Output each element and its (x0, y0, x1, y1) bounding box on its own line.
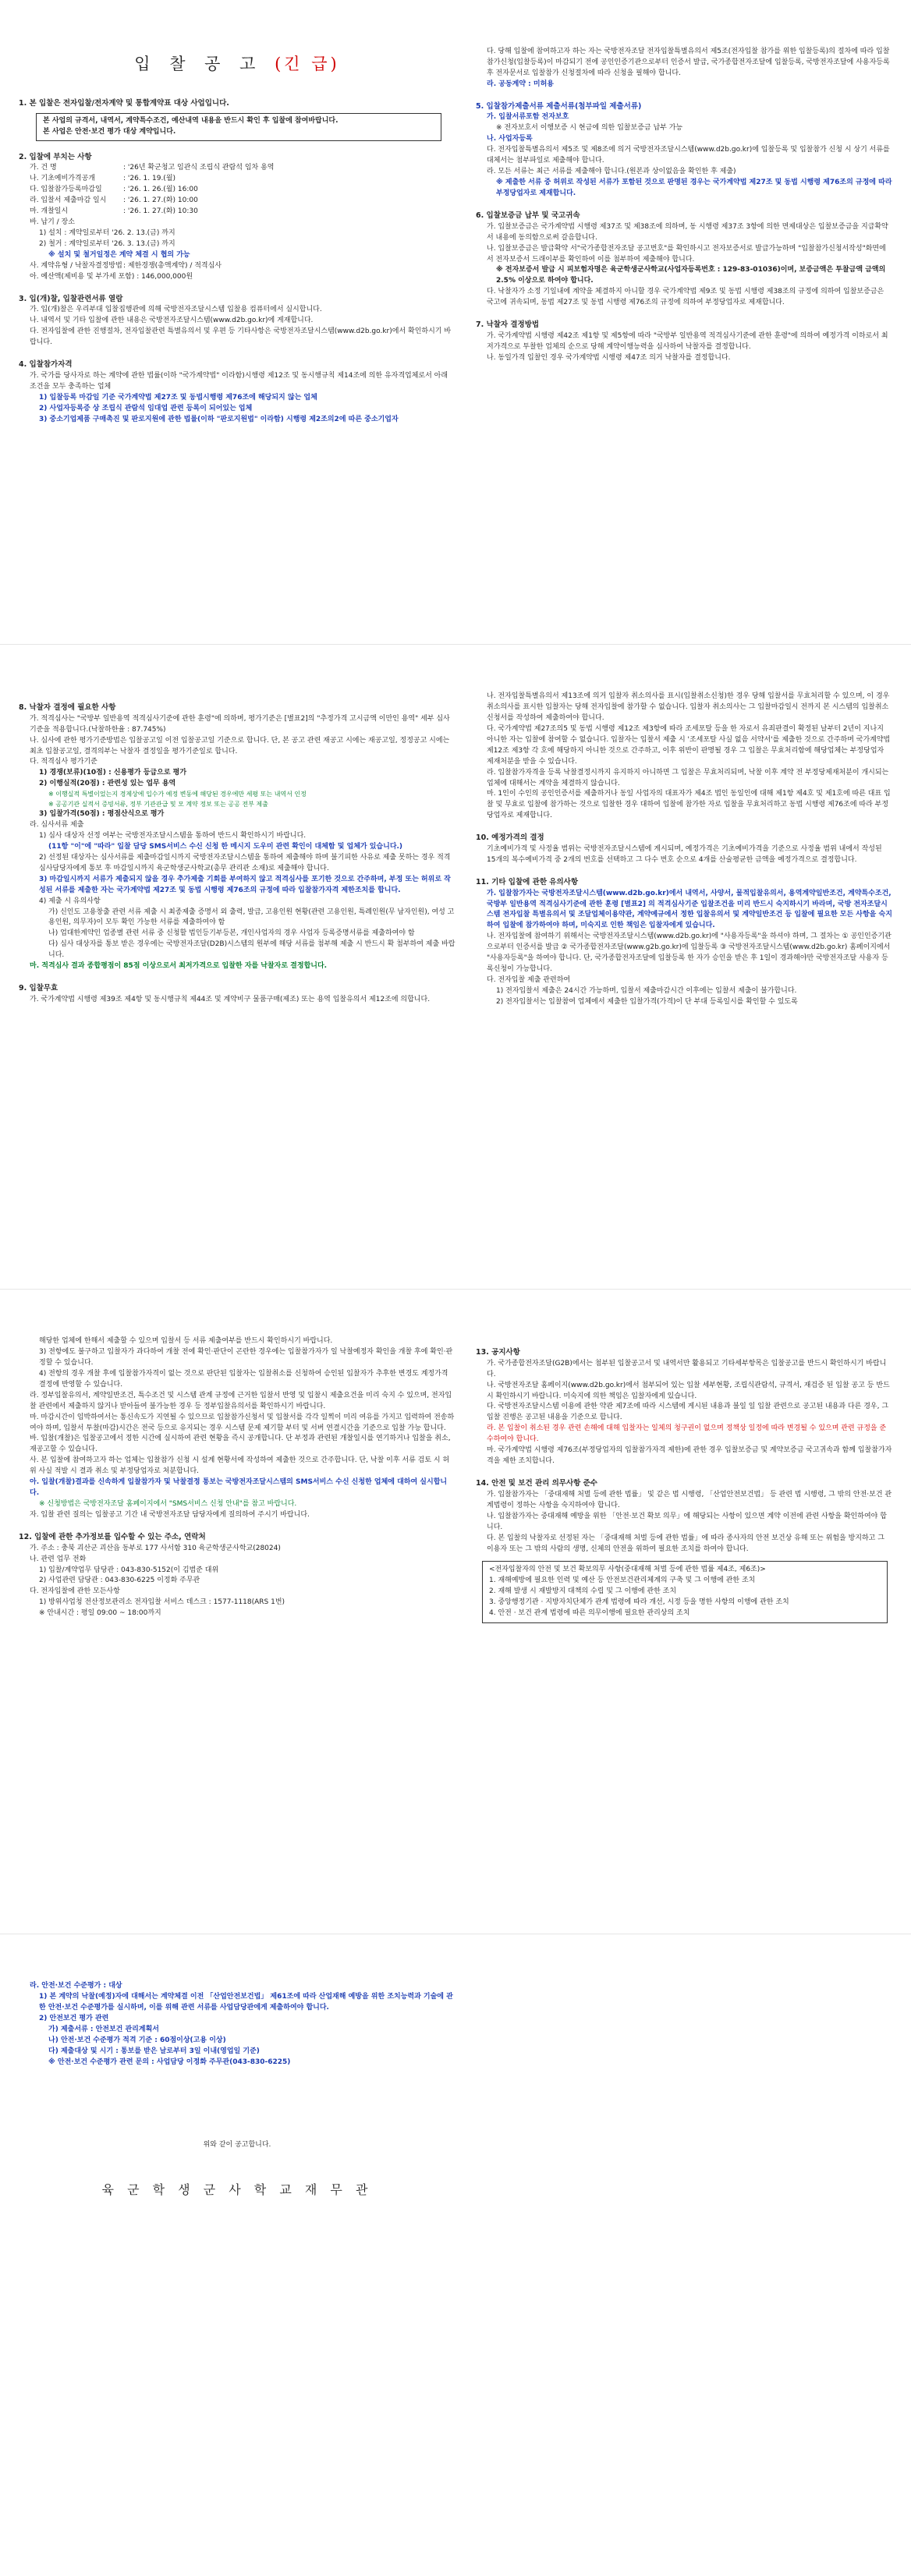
item-contract-type: 사. 계약유형 / 낙찰자결정방법 : 제한경쟁(총액계약) / 적격심사 (30, 261, 222, 270)
section-5-note: ※ 제출한 서류 중 허위로 작성된 서류가 포함된 것으로 판명된 경우는 국가계약법 제27조 및 동법 시행령 제76조의 규정에 따라 부정당업자로 제재합니다. (496, 179, 892, 198)
section-9-e: 마. 1인이 수인의 공인인증서를 제출하거나 동일 사업자의 대표자가 제4조 법인 동일인에 대해 제1항 제4호 및 제1호에 따른 대표 입찰 및 무효로 입찰에 참가하는 것으로 입찰한 경우 대하여 입찰에 참가한 자로 입찰을 무효처리하고 동법 시행령 제76조에 따라 부정당업자로 제재합니다. (487, 790, 891, 820)
section-11-c2-cont: 해당한 업체에 한해서 제출할 수 있으며 입찰서 등 서류 제출여부를 반드시 확인하시기 바랍니다. (39, 1337, 333, 1345)
section-11-d: 라. 정부입찰유의서, 계약일반조건, 특수조건 및 시스템 관계 규정에 근거한 입찰서 반영 및 입찰시 제출요건을 미리 숙지 수 있으며, 전자입찰 관련에서 제출하지 않거나 받아들여 불가능한 경우 등 정부입찰유의서를 확인하시기 바랍니다. (30, 1391, 452, 1410)
section-5-c: 다. 전자입찰특별유의서 제5조 및 제8조에 의거 국방전자조달시스템(www.d2b.go.kr)에 입찰등록 및 입찰참가 신청 시 상기 서류를 대체서는 첨부파일로 제출해야 합니다. (487, 146, 890, 165)
safety-assessment-deadline: 다) 제출대상 및 시기 : 통보를 받은 날로부터 3일 이내(영업일 기준) (48, 2047, 260, 2055)
item-budget: 아. 예산액(제비용 및 부가세 포함) : 146,000,000원 (30, 272, 193, 281)
section-11-h: 아. 입찰(개찰)결과를 신속하게 입찰참가자 및 낙찰결정 통보는 국방전자조달시스템의 SMS서비스 수신 신청한 업체에 대하여 실시합니다. (30, 1478, 448, 1498)
item-delivery-2: 2) 철거 : 계약일로부터 '26. 3. 13.(금) 까지 (39, 239, 175, 248)
section-5-b: 나. 사업자등록 (487, 135, 533, 143)
section-9-b: 나. 전자입찰특별유의서 제13조에 의거 입찰자 취소의사를 표시(입찰취소신청)한 경우 당해 입찰서를 무효처리할 수 있으며, 이 경우 취소의사를 표시한 입찰자는 당해 전자입찰에 참가할 수 없습니다. 입찰자 취소의사는 그 입찰마감일시 전까지 본 시스템의 입찰취소 신청서를 작성하여 제출하여야 합니다. (487, 692, 890, 722)
item-name: 가. 건 명 : '26년 확군청고 임관식 조립식 관람석 임차 용역 (30, 164, 275, 172)
section-8-d4b: 나) 업대한계약인 업종별 관련 서류 중 신청할 법인등기부등본, 개인사업자의 경우 사업자 등록증명서류를 제출하여야 함 (48, 929, 415, 938)
item-delivery-1: 1) 설치 : 계약일로부터 '26. 2. 13.(금) 까지 (39, 228, 175, 237)
section-5-a: 가. 입찰서류포함 전자보호 (487, 113, 569, 122)
section-11-c2: 2) 전자입찰서는 입찰참여 업체에서 제출한 입찰가격(가격)이 단 부대 등록일시를 확인할 수 있도록 (496, 997, 798, 1006)
section-4-a: 가. 국가를 당사자로 하는 계약에 관한 법률(이하 "국가계약법" 이라함)시행령 제12조 및 동시행규칙 제14조에 의한 유자격업체로서 아래 조건을 모두 충족하는 업체 (30, 371, 448, 391)
section-12-e-bid: 다. 전자입찰에 관한 모든사항 (30, 1587, 120, 1596)
section-3: 3. 입(개)찰, 입찰관련서류 열람 (19, 294, 123, 303)
section-11-c4: 4) 전항의 경우 개찰 후에 입찰참가자격이 없는 것으로 판단된 입찰자는 입찰취소를 신청하여 승인된 입찰자가 추후한 변경도 계정가격 결정에 반영할 수 있습니다. (39, 1369, 448, 1389)
safety-assessment-contact: ※ 안전·보건 수준평가 관련 문의 : 사업담당 이정화 주무관(043-830-6225) (48, 2058, 291, 2066)
section-3-a: 가. 입(개)찰은 우리부대 입찰집행관에 의해 국방전자조달시스템 입찰용 컴퓨터에서 실시합니다. (30, 306, 322, 314)
safety-assessment-1: 1) 본 계약의 낙찰(예정)자에 대해서는 계약체결 이전 「산업안전보건법」 제61조에 따라 산업재해 예방을 위한 조치능력과 기술에 관한 안전·보건 수준평가를 실시하며, 이를 위해 관련 서류를 사업담당관에게 제출하여야 합니다. (39, 1992, 453, 2012)
safety-assessment-criteria: 나) 안전·보건 수준평가 적격 기준 : 60점이상(고용 이상) (48, 2036, 226, 2044)
safety-box-item-3: 3. 중앙행정기관 · 지방자치단체가 관계 법령에 따라 개선, 시정 등을 명한 사항의 이행에 관한 조치 (489, 1598, 789, 1607)
section-8-d1: 1) 심사 대상자 선정 여부는 국방전자조달시스템을 통하여 반드시 확인하시기 바랍니다. (39, 831, 307, 840)
page1-left-column (19, 87, 456, 426)
closing-statement: 위와 같이 공고합니다. (203, 2141, 271, 2149)
section-6-a: 가. 입찰보증금은 국가계약법 시행령 제37조 및 제38조에 의하며, 동 시행령 제37조 3항에 의한 면제대상은 입찰보증금을 지급확약서 내용에 동의함으로써 갈음합니다. (487, 222, 888, 242)
page-4 (0, 1934, 911, 2576)
section-12-phone-1: 1) 입찰/계약업무 담당관 : 043-830-5152(이 김범준 대위 (39, 1566, 219, 1574)
section-8-b: 나. 심사에 관한 평가기준방법은 입찰공고일 이전 입찰공고일 기준으로 합니다. 단, 본 공고 관련 재공고 시에는 재공고일, 정정공고 시에는 최초 입찰공고일, 결격의부는 낙찰자 결정일을 평가기준일로 합니다. (30, 736, 450, 755)
section-13: 13. 공지사항 (476, 1348, 520, 1357)
section-14: 14. 안전 및 보건 관리 의무사항 준수 (476, 1479, 597, 1488)
section-7: 7. 낙찰자 결정방법 (476, 320, 540, 330)
safety-box-item-4: 4. 안전 · 보건 관계 법령에 따른 의무이행에 필요한 관리상의 조치 (489, 1609, 690, 1618)
page3-right-column (476, 1336, 892, 1623)
section-8-d4c: 다) 심사 대상자를 통보 받은 경우에는 국방전자조달(D2B)시스템의 원부에 해당 서류를 첨부해 제출 시 반드시 확 첨부하여 제출 바랍니다. (48, 940, 456, 960)
section-1: 1. 본 입찰은 전자입찰/전자계약 및 통합계약표 대상 사업입니다. (19, 99, 229, 108)
section-8-c1: 1) 경쟁(보류)(10점) : 신용평가 등급으로 평가 (39, 769, 187, 777)
section-4-c: 다. 당해 입찰에 참여하고자 하는 자는 국방전자조달 전자입찰특별유의서 제5조(전자입찰 참가를 위한 입찰등록)의 절차에 따라 입찰참가신청(입찰등록)이 마감되기 전에 공인인증기관으로부터 인증서 발급, 국가종합전자조달에 입찰등록, 국방전자조달에 사용자등록 후 전자문서로 입찰참가 신청절차에 따라 신청을 필해야 합니다. (487, 48, 890, 77)
section-8: 8. 낙찰자 결정에 필요한 사항 (19, 703, 116, 712)
section-6-c: 다. 낙찰자가 소정 기일내에 계약을 체결하지 아니할 경우 국가계약법 제9조 및 동법 시행령 제38조의 규정에 의하여 입찰보증금은 국고에 귀속되며, 동법 제27조 및 동법 시행령 제76조의 규정에 의하여 부정당업자로 제재합니다. (487, 288, 884, 307)
section-6-b: 나. 입찰보증금은 발급확약 서"국가종합전자조달 공고번호"를 확인하시고 전자보증서로 발급가능하며 "입찰참가신청서작성"화면에서 전자보증서 드래이부를 확인하여 이를 첨부하여 제출해야 합니다. (487, 244, 886, 264)
section-9-d: 라. 입찰참가자격을 등록 낙찰결정시까지 유지하지 아니하면 그 입찰은 무효처리되며, 낙찰 이후 계약 전 부정당제재처분이 개시되는 업체에 대해서는 계약을 체결하지 않습니다. (487, 768, 889, 787)
section-8-c2-note-a: ※ 이행실적 특별이었는지 경제상에 입수가 예정 변동에 해당된 경우에만 세평 또는 내역서 인정 (48, 791, 307, 798)
section-4-d: 라. 공동계약 : 미허용 (487, 80, 554, 88)
section-12-hours: ※ 안내시간 : 평일 09:00 ~ 18:00까지 (39, 1609, 161, 1618)
section-8-c: 다. 적격심사 평가기준 (30, 758, 97, 766)
section-13-a: 가. 국가종합전자조달(G2B)에서는 첨부된 입찰공고서 및 내역서만 활용되고 기타세부항목은 입찰공고를 반드시 확인하시기 바랍니다. (487, 1359, 887, 1378)
page2-right-column (476, 692, 892, 1008)
page-3 (0, 1290, 911, 1934)
section-10-a: 기초예비가격 및 사정율 범위는 국방전자조달시스템에 게시되며, 예정가격은 기초예비가격을 기준으로 사정율 범위 내에서 작성된 15개의 복수예비가격 중 2개의 번호를 선택하고 그 다수 번호 순으로 4개를 산술평균한 금액을 예정가격으로 결정합니다. (487, 844, 882, 864)
safety-box-item-1: 1. 재해예방에 필요한 인력 및 예산 등 안전보건관리체계의 구축 및 그 이행에 관한 조치 (489, 1576, 756, 1585)
item-delivery: 바. 납기 / 장소 (30, 218, 75, 226)
page-1 (0, 0, 911, 644)
section-8-e: 마. 적격심사 결과 종합평점이 85점 이상으로서 최저가격으로 입찰한 자를 낙찰자로 결정합니다. (30, 962, 328, 971)
section-7-a: 가. 국가계약법 시행령 제42조 제1항 및 제5항에 따라 "국방부 일반용역 적격심사기준에 관한 훈령"에 의하여 예정가격 이하로서 최저가격으로 투찰한 업체의 순으로 당해 계약이행능력을 심사하여 낙찰자를 결정합니다. (487, 331, 888, 351)
section-8-d4: 4) 제출 시 유의사항 (39, 897, 101, 905)
section-12-address: 가. 주소 : 충북 괴산군 괴산읍 동부로 177 사서함 310 육군학생군사학교(28024) (30, 1544, 281, 1552)
page3-left-column (19, 1336, 456, 1619)
section-11-c: 다. 전자입찰 제출 관련하여 (487, 976, 571, 985)
section-8-d2: 2) 선정된 대상자는 심사서류를 제출마감일시까지 국방전자조달시스템을 통하여 제출해야 하며 불기피한 사유로 제출 못하는 경우 적격심사담당자에게 통보 후 마감일시까지 육군학생군사학교(총무 관리관 소재)로 제출해야 합니다. (39, 853, 451, 872)
section-8-c2-note-b: ※ 공공기관 실적서 증빙서류, 정부 기관관급 및 모 계약 정보 또는 공공 전부 제출 (48, 800, 268, 808)
section-11-f: 바. 입찰(개찰)은 입찰공고에서 정한 시간에 실시하여 관련 현황을 즉시 공개합니다. 단 부정과 관련된 개찰일시를 연기하거나 입찰을 취소, 재공고할 수 있습니다. (30, 1435, 451, 1454)
section-11-g: 사. 본 입찰에 참여하고자 하는 업체는 입찰참가 신청 시 설계 현황서에 작성하여 제출한 것으로 간주합니다. 단, 낙찰 이후 서류 검토 시 허위 사실 적발 시 결과 취소 및 부정당업자로 처분합니다. (30, 1456, 450, 1476)
section-8-c2: 2) 이행실적(20점) : 관련성 있는 업무 용역 (39, 780, 176, 788)
section-6-note: ※ 전자보증서 발급 시 피보험자명은 육군학생군사학교(사업자등록번호 : 129-83-01036)이며, 보증금액은 투찰금액 금액의 2.5% 이상으로 하여야 합니다. (496, 266, 886, 285)
section-8-d: 라. 심사서류 제출 (30, 821, 84, 829)
section-3-b: 나. 내역서 및 기타 입찰에 관한 내용은 국방전자조달시스템(www.d2b.go.kr)에 게재합니다. (30, 317, 314, 325)
safety-box-title: <전자입찰자의 안전 및 보건 확보의무 사항(중대재해 처벌 등에 관한 법률 제4조, 제6조)> (489, 1566, 766, 1574)
section-11-e: 마. 마감시간이 임박하여서는 통신속도가 지연될 수 있으므로 입찰참가신청서 및 입찰서를 각각 일찍이 미리 여유를 가지고 입력하여 전송하여야 하며, 입찰서 투찰(마감)시간은 전국 등으로 유지되는 경우 시스템 문제 제기할 부터 및 서버 연결시간을 기준으로 입찰 가능 합니다. (30, 1413, 455, 1432)
section-11-c3: 3) 전항에도 불구하고 입찰자가 과다하여 개찰 전에 확인·판단이 곤란한 경우에는 입찰참가자가 일 낙찰예정자 확인을 개찰 후에 확인·판정할 수 있습니다. (39, 1347, 453, 1367)
notice-box (36, 113, 441, 141)
notice-box-line-1: 본 사업의 규격서, 내역서, 계약특수조건, 예산내역 내용을 반드시 확인 후 입찰에 참여바랍니다. (43, 116, 339, 125)
item-register-deadline: 다. 입찰참가등록마감일 : '26. 1. 26.(월) 16:00 (30, 186, 198, 194)
section-12-phone: 나. 관련 업무 전화 (30, 1555, 87, 1563)
section-9-a: 가. 국가계약법 시행령 제39조 제4항 및 동시행규칙 제44조 및 계약비구 물품구매(제조) 또는 용역 입찰유의서 제12조에 의합니다. (30, 995, 431, 1003)
item-price-open: 나. 기초예비가격공개 : '26. 1. 19.(월) (30, 175, 176, 183)
page4-left-column (19, 1981, 456, 2068)
safety-assessment-2: 2) 안전보건 평가 관련 (39, 2014, 109, 2022)
section-5-d: 라. 모든 서류는 최근 서류를 제출해야 합니다.(원본과 상이없음을 확인한 후 제출) (487, 168, 736, 176)
page2-left-column (19, 692, 456, 1006)
section-5-a1: ※ 전자보호서 이행보증 시 현금에 의한 입찰보증금 납부 가능 (496, 124, 683, 133)
issuer-signature: 육 군 학 생 군 사 학 교 재 무 관 (101, 2182, 373, 2197)
section-11-c1: 1) 전자입찰서 제출은 24시간 가능하며, 입찰서 제출마감시간 이후에는 입찰서 제출이 불가합니다. (496, 987, 797, 995)
section-6: 6. 입찰보증금 납부 및 국고귀속 (476, 211, 580, 220)
safety-box-item-2: 2. 재해 발생 시 재발방지 대책의 수립 및 그 이행에 관한 조치 (489, 1587, 677, 1596)
section-8-d1-note: (11항 "이"에 "따라" 입찰 담당 SMS서비스 수신 신청 한 메시지 도우미 관련 확인이 대체함 및 업체가 있습니다.) (48, 842, 403, 851)
section-4-a3: 3) 중소기업제품 구매촉진 및 판로지원에 관한 법률(이하 "판로지원법" 이라함) 시행령 제2조의2에 따른 중소기업자 (39, 415, 399, 423)
section-8-d3: 3) 마감일시까지 서류가 제출되지 않을 경우 추가제출 기회를 부여하지 않고 적격심사를 포기한 것으로 간주하며, 부정 또는 허위로 작성된 서류를 제출한 자는 국가계약법 제27조 및 동법 시행령 제76조의 규정에 따라 입찰참가자격 제한조치를 합니다. (39, 875, 451, 894)
section-11-b: 나. 전자입찰에 참여하기 위해서는 국방전자조달시스템(www.d2b.go.kr)에 "사용자등록"을 하셔야 하며, 그 절차는 ① 공인인증기관으로부터 인증서를 발급 ② 국가종합전자조달(www.g2b.go.kr)에 입찰등록 ③ 국방전자조달시스템(www.d2b.go.kr) 홈페이지에서 "사용자등록"을 하여야 합니다. 단, 국가종합전자조달에 입찰등록 한 자가 승인을 받은 후 1일이 경과해야만 국방전자조달 사용자 등록신청이 가능합니다. (487, 932, 892, 974)
section-9-c: 다. 국가계약법 제27조의5 및 동법 시행령 제12조 제3항에 따라 조세포탈 등을 한 자로서 유죄판결이 확정된 날부터 2년이 지나지 아니한 자는 입찰에 참여할 수 없습니다. 입찰자는 입찰서 제출 시 '조세포탈 사실 없음 서약서'를 제출한 것으로 간주하며 국가계약법 제12조 제3항 각 호에 해당하지 아니한 것으로 간주하고, 이후 위반이 판명될 경우 그 입찰은 무효처리함에 해당업체는 부정당업자 제재처분을 받을 수 있습니다. (487, 724, 891, 766)
section-3-c: 다. 전자입찰에 관한 진행절차, 전자입찰관련 특별유의서 및 우편 등 기타사항은 국방전자조달시스템(www.d2b.go.kr)에서 확인하시기 바랍니다. (30, 327, 452, 347)
notice-box-line-2: 본 사업은 안전·보건 평가 대상 계약입니다. (43, 127, 176, 136)
page1-right-column (476, 47, 892, 364)
item-delivery-note: ※ 설치 및 철거일정은 계약 체결 시 협의 가능 (48, 250, 190, 259)
page-2 (0, 645, 911, 1289)
section-12: 12. 입찰에 관한 추가정보를 입수할 수 있는 주소, 연락처 (19, 1532, 206, 1541)
section-4: 4. 입찰참가자격 (19, 360, 73, 370)
section-11-a: 가. 입찰참가자는 국방전자조달시스템(www.d2b.go.kr)에서 내역서, 사양서, 물적입찰유의서, 용역계약일반조건, 계약특수조건, 국방부 일반용역 적격심사기준에 관한 훈령 [별표2] 의 적격심사기준 입찰조건을 미리 반드시 숙지하시기 바라며, 국방 전자조달시스템 전자입찰 특별유의서 및 조달업체이용약관, 계약예규에서 정한 입찰유의서 및 계약일반조건 등 입찰에 필요한 모든 사항을 숙지하여 입찰에 참가하여야 하며, 미숙지로 인한 책임은 입찰자에게 있습니다. (487, 889, 892, 930)
item-opening: 마. 개찰일시 : '26. 1. 27.(화) 10:30 (30, 207, 198, 216)
safety-assessment-docs: 가) 제출서류 : 안전보건 관리계획서 (48, 2025, 159, 2033)
section-8-a: 가. 적격심사는 "국방부 일반용역 적격심사기준에 관한 훈령"에 의하며, 평가기준은 [별표2]의 "추정가격 고시금액 이만인 용역" 세부 심사기준을 적용합니다.(낙찰하한율 : 87.745%) (30, 714, 450, 734)
section-11-h-note: ※ 신청방법은 국방전자조달 홈페이지에서 "SMS서비스 신청 안내"를 참고 바랍니다. (39, 1500, 297, 1509)
section-4-a2: 2) 사업자등록증 상 조립식 관람석 임대업 관련 등록이 되어있는 업체 (39, 404, 253, 412)
section-5: 5. 입찰참가제출서류 제출서류(첨부파일 제출서류) (476, 101, 642, 111)
section-4-a1: 1) 입찰등록 마감일 기준 국가계약법 제27조 및 동법시행령 제76조에 해당되지 않는 업체 (39, 393, 317, 402)
notice-title: 입 찰 공 고 (긴 급) (134, 55, 340, 73)
section-14-b: 나. 입찰참가자는 중대재해 예방을 위한 「안전·보건 확보 의무」에 해당되는 사항이 있으면 계약 이전에 관련 사항을 확인하여야 합니다. (487, 1512, 887, 1531)
section-14-a: 가. 입찰참가자는 「중대재해 처벌 등에 관한 법률」 및 같은 법 시행령, 「산업안전보건법」 등 관련 법 시행령, 그 밖의 안전·보건 관계법령이 정하는 사항을 숙지하여야 합니다. (487, 1490, 892, 1509)
safety-obligation-box (482, 1561, 888, 1623)
section-2: 2. 입찰에 부치는 사항 (19, 152, 92, 161)
section-8-c3: 3) 입찰가격(50점) : 평점산식으로 평가 (39, 810, 165, 819)
section-13-d: 라. 본 입찰이 취소된 경우 관련 손해에 대해 입찰자는 일체의 청구권이 없으며 정책상 일정에 따라 변경될 수 있으며 관련 규정을 준수하여야 합니다. (487, 1424, 887, 1444)
section-11: 11. 기타 입찰에 관한 유의사항 (476, 877, 579, 886)
section-9: 9. 입찰무효 (19, 984, 58, 993)
section-13-e: 마. 국가계약법 시행령 제76조(부정당업자의 입찰참가자격 제한)에 관한 경우 입찰보증금 및 계약보증금 국고귀속과 함께 입찰참가자격을 제한 조치합니다. (487, 1446, 892, 1466)
section-13-c: 다. 국방전자조달시스템 이용에 관한 약관 제7조에 따라 시스템에 게시된 내용과 불일 일 입찰 관련으로 공고된 내용과 다른 경우, 그 입찰 진행은 공고된 내용을 기준으로 합니다. (487, 1403, 889, 1422)
section-13-b: 나. 국방전자조달 홈페이지(www.d2b.go.kr)에서 첨부되어 있는 입찰 세부현황, 조립식관람석, 규격서, 재검증 된 입찰 공고 등 반드시 확인하시기 바랍니다. 미숙지에 의한 책임은 입찰자에게 있습니다. (487, 1381, 890, 1400)
item-submit-deadline: 라. 입찰서 제출마감 일시 : '26. 1. 27.(화) 10:00 (30, 196, 198, 205)
section-10: 10. 예정가격의 결정 (476, 833, 544, 843)
section-11-i: 자. 입찰 관련 질의는 입찰공고 기간 내 국방전자조달 담당자에게 질의하여 주시기 바랍니다. (30, 1511, 310, 1519)
section-12-helpdesk: 1) 방위사업청 전산정보관리소 전자입찰 서비스 데스크 : 1577-1118(ARS 1번) (39, 1598, 285, 1607)
section-14-c: 다. 본 입찰의 낙찰자로 선정된 자는 「중대재해 처벌 등에 관한 법률」에 따라 종사자의 안전 보건상 유해 또는 위험을 방지하고 그 이용자 또는 그 밖의 사람의 생명, 신체의 안전을 위하여 필요한 조치를 하여야 합니다. (487, 1534, 884, 1553)
section-12-phone-2: 2) 사업관련 담당관 : 043-830-6225 이정화 주무관 (39, 1576, 200, 1585)
safety-assessment: 라. 안전·보건 수준평가 : 대상 (30, 1982, 122, 1990)
section-7-b: 나. 동일가격 입찰인 경우 국가계약법 시행령 제47조 의거 낙찰자를 결정합니다. (487, 353, 731, 362)
section-8-d4a: 가) 신인도 고용창출 관련 서류 제출 시 최종제출 증명서 외 출력, 발급, 고용인원 현황(관련 고용인원, 특례인원(무 남자인원), 여성 고용인원, 의무자)이 모두 확인 가능한 서류를 제출하여야 함 (48, 908, 455, 927)
